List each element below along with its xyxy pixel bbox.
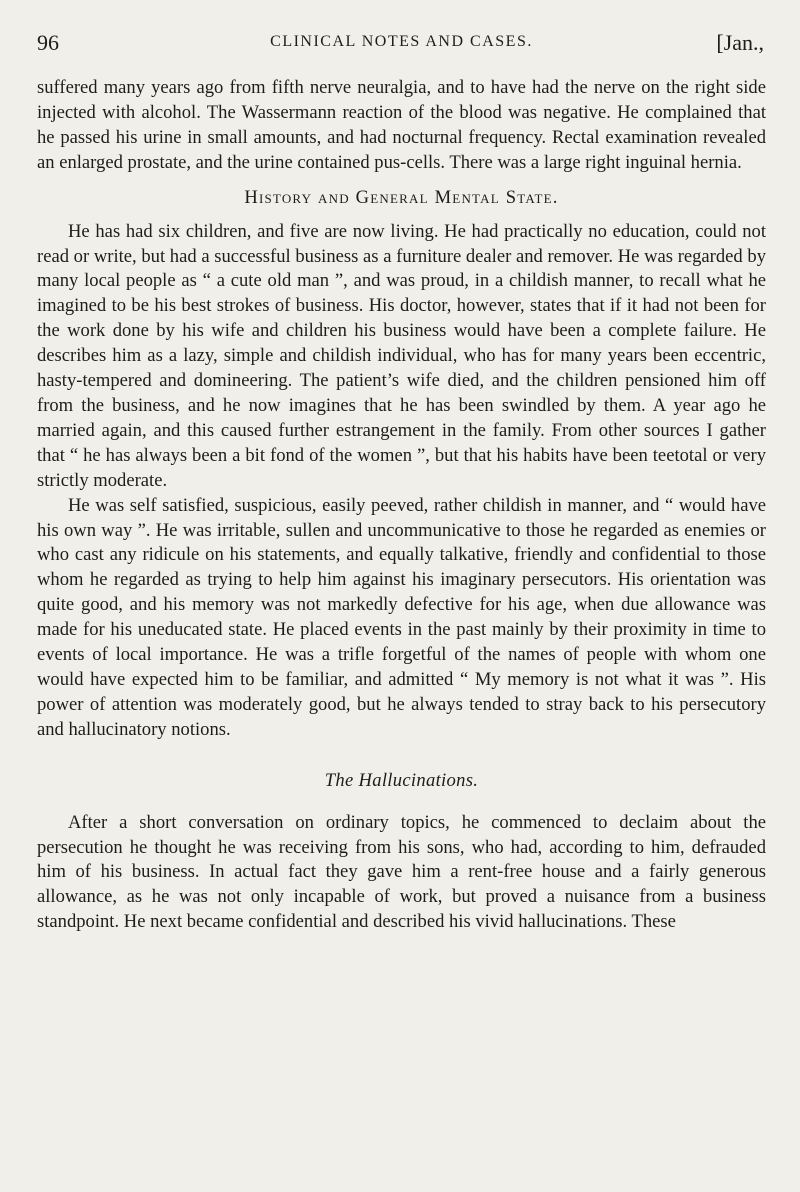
page-number: 96 bbox=[37, 30, 59, 55]
history-paragraph-2: He was self satisfied, suspicious, easily peeved, rather childish in manner, and “ would have his own way ”. He was irritable, sullen and uncommunicative to those he regarded as enemies or who cast any ridicule on his statements, and equally talkative, friendly and confidential to those whom he regarded as trying to help him against his imaginary persecutors. His orientation was quite good, and his memory was not markedly defective for his age, when due allowance was made for his uneducated state. He placed events in the past mainly by their proximity in time to events of local importance. He was a trifle forgetful of the names of people with whom one would have expected him to be familiar, and admitted “ My memory is not what it was ”. His power of attention was moderately good, but he always tended to stray back to his persecutory and hallucinatory notions. bbox=[37, 494, 766, 740]
running-title: CLINICAL NOTES AND CASES. bbox=[270, 33, 533, 50]
section-heading-history: History and General Mental State. bbox=[244, 186, 559, 208]
history-paragraph-1: He has had six children, and five are now living. He had practically no education, could not read or write, but had a successful business as a furniture dealer and remover. He was regarded by many local people as “ a cute old man ”, and was proud, in a childish manner, to recall what he imagined to be his best strokes of business. His doctor, however, states that if it had not been for the work done by his wife and children his business would have been a complete failure. He describes him as a lazy, simple and childish individual, who has for many years been eccentric, hasty-tempered and domineering. The patient’s wife died, and the children pensioned him off from the business, and he now imagines that he has been swindled by them. A year ago he married again, and this caused further estrangement in the family. From other sources I gather that “ he has always been a bit fond of the women ”, but that his habits have been teetotal or very strictly moderate. bbox=[37, 220, 766, 491]
article-body bbox=[37, 76, 766, 935]
section-heading-hallucinations: The Hallucinations. bbox=[324, 769, 479, 791]
issue-date: [Jan., bbox=[716, 30, 764, 55]
running-header bbox=[37, 30, 766, 60]
hallucinations-paragraph: After a short conversation on ordinary topics, he commenced to declaim about the persecution he thought he was receiving from his sons, who had, according to him, defrauded him of his business. In actual fact they gave him a rent-free house and a fairly generous allowance, as he was not only incapable of work, but proved a nuisance from a business standpoint. He next became confidential and described his vivid hallucinations. These bbox=[37, 811, 766, 933]
intro-paragraph: suffered many years ago from fifth nerve neuralgia, and to have had the nerve on the right side injected with alcohol. The Wassermann reaction of the blood was negative. He complained that he passed his urine in small amounts, and had nocturnal frequency. Rectal examination revealed an enlarged prostate, and the urine contained pus-cells. There was a large right inguinal hernia. bbox=[37, 77, 766, 173]
